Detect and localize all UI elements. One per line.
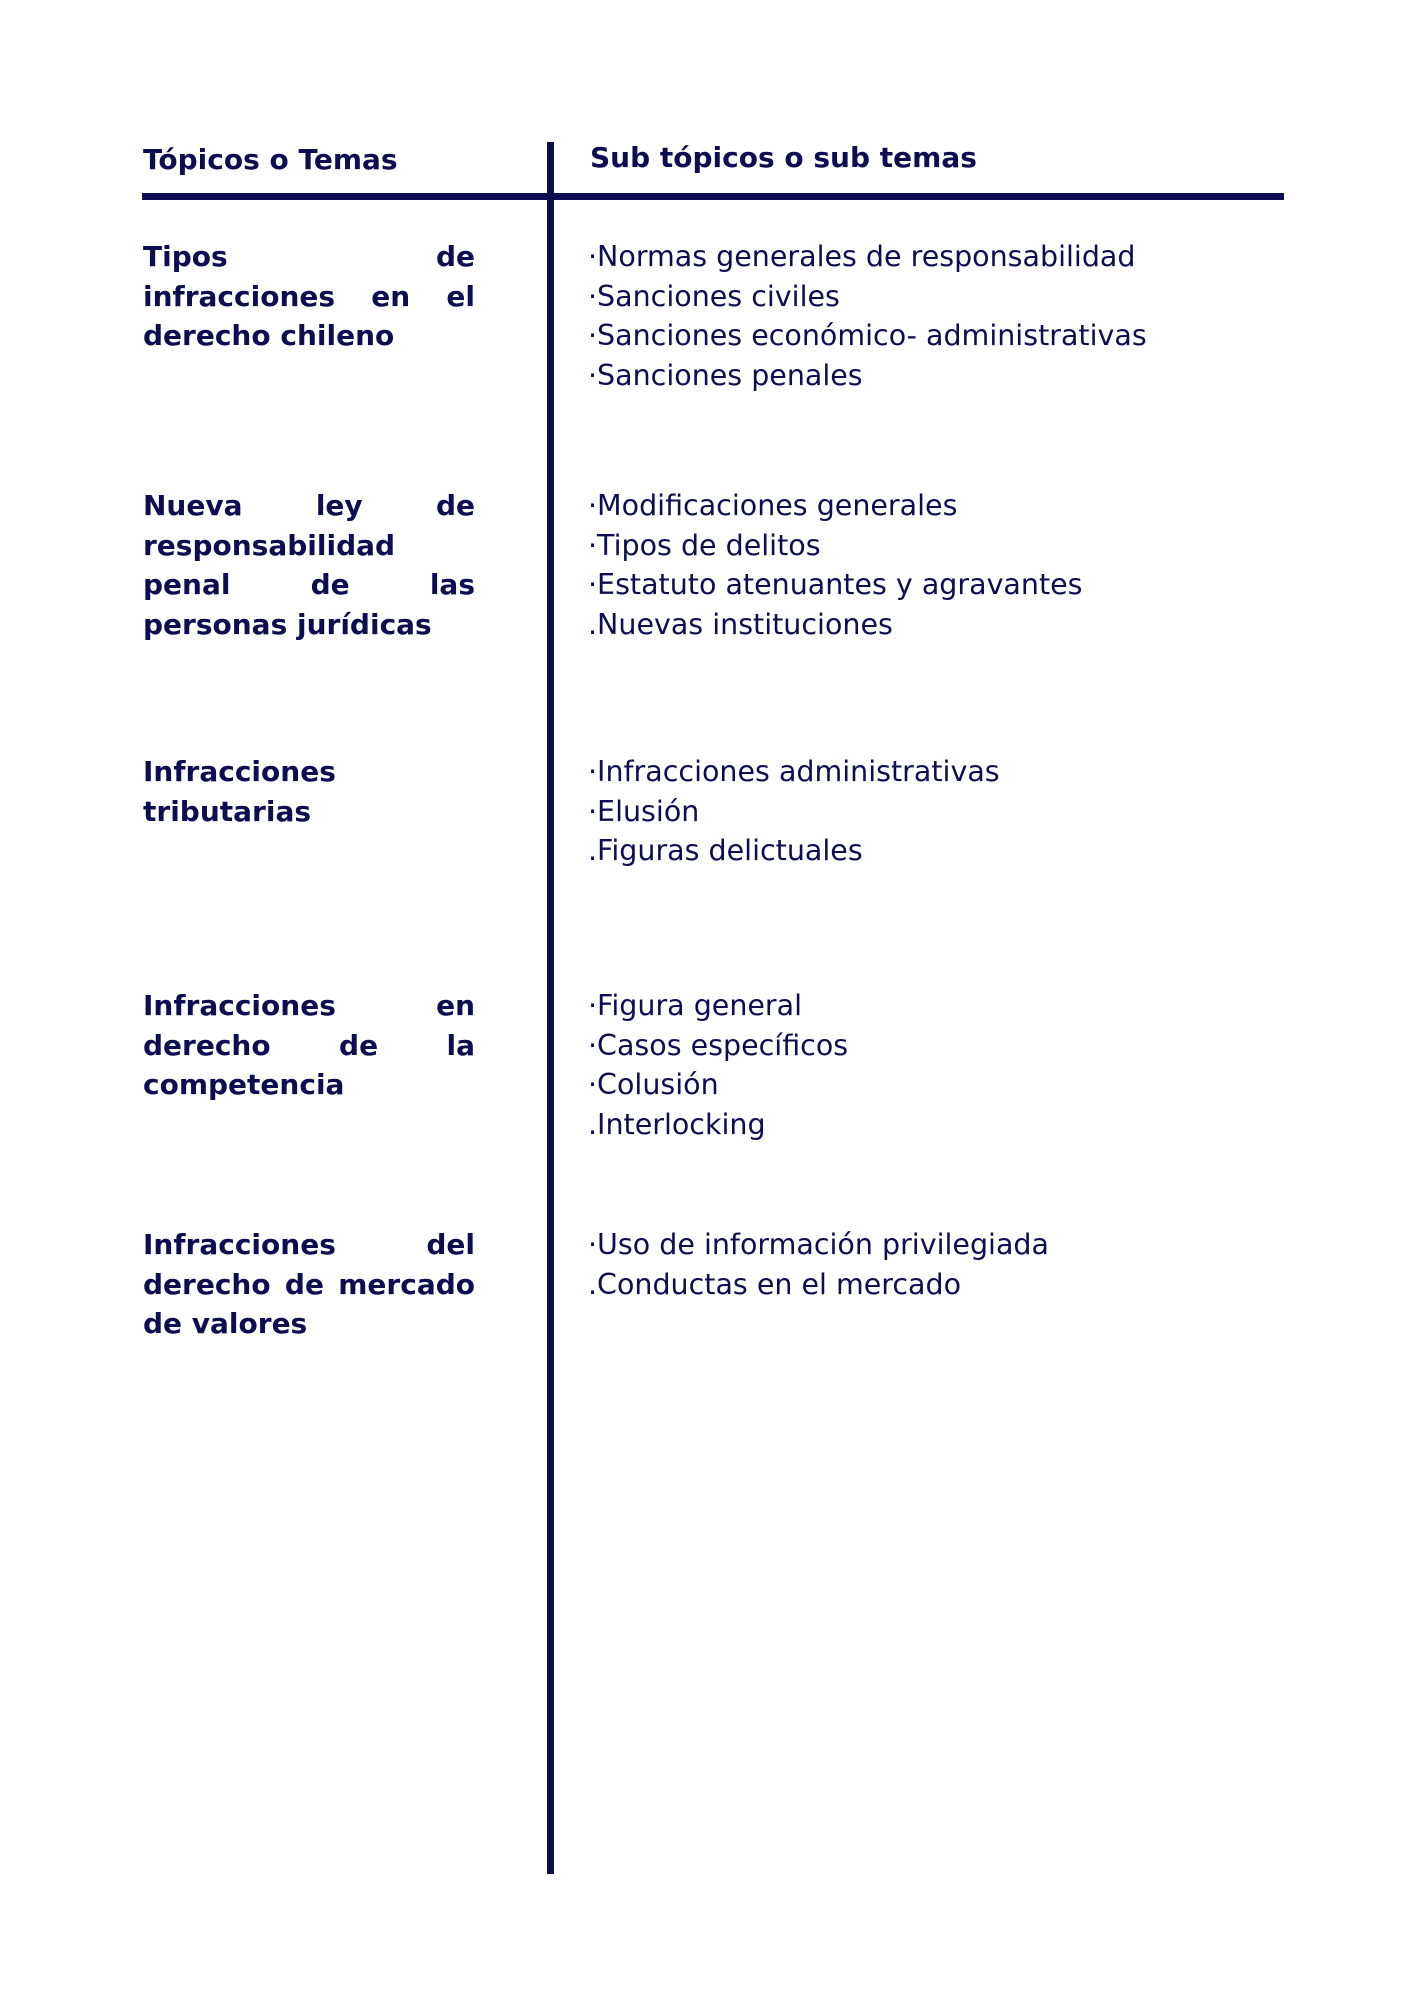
subtopic-item: ·Normas generales de responsabilidad bbox=[588, 240, 1136, 273]
topic-derecho-de-la-competencia: Infracciones en derecho de la competencia bbox=[143, 989, 475, 1101]
subtopics-column-header: Sub tópicos o sub temas bbox=[590, 141, 977, 174]
subtopic-item: ·Figura general bbox=[588, 989, 803, 1022]
subtopic-item: .Interlocking bbox=[588, 1107, 766, 1141]
subtopic-item: ·Elusión bbox=[588, 794, 700, 828]
subtopic-item: .Conductas en el mercado bbox=[588, 1267, 962, 1301]
subtopic-item: .Nuevas instituciones bbox=[588, 607, 893, 641]
subtopic-item: ·Sanciones económico- administrativas bbox=[588, 319, 1147, 352]
topic-infracciones-tributarias: Infracciones tributarias bbox=[143, 755, 336, 828]
subtopic-list-mercado-de-valores bbox=[588, 1225, 1268, 1304]
subtopic-item: .Figuras delictuales bbox=[588, 834, 863, 867]
topic-tipos-de-infracciones: Tipos de infracciones en el derecho chileno bbox=[143, 240, 475, 352]
subtopic-item: ·Sanciones penales bbox=[588, 358, 863, 392]
subtopic-list-infracciones-tributarias bbox=[588, 752, 1268, 871]
column-divider bbox=[547, 142, 554, 1874]
topics-column-header: Tópicos o Temas bbox=[143, 143, 398, 176]
subtopic-item: ·Colusión bbox=[588, 1068, 719, 1101]
topic-nueva-ley-responsabilidad-penal: Nueva ley de responsabilidad penal de las personas jurídicas bbox=[143, 489, 475, 641]
subtopic-item: ·Tipos de delitos bbox=[588, 528, 821, 562]
subtopic-item: ·Uso de información privilegiada bbox=[588, 1228, 1049, 1261]
subtopic-item: ·Modificaciones generales bbox=[588, 489, 958, 522]
subtopic-item: ·Sanciones civiles bbox=[588, 279, 840, 313]
subtopic-list-nueva-ley bbox=[588, 486, 1268, 644]
header-divider bbox=[142, 193, 1284, 200]
topic-mercado-de-valores: Infracciones del derecho de mercado de valores bbox=[143, 1228, 475, 1340]
subtopic-item: ·Estatuto atenuantes y agravantes bbox=[588, 568, 1083, 601]
subtopic-item: ·Infracciones administrativas bbox=[588, 755, 1000, 788]
subtopic-list-derecho-de-la-competencia bbox=[588, 986, 1268, 1144]
subtopic-item: ·Casos específicos bbox=[588, 1028, 849, 1062]
subtopic-list-tipos-de-infracciones bbox=[588, 237, 1268, 395]
